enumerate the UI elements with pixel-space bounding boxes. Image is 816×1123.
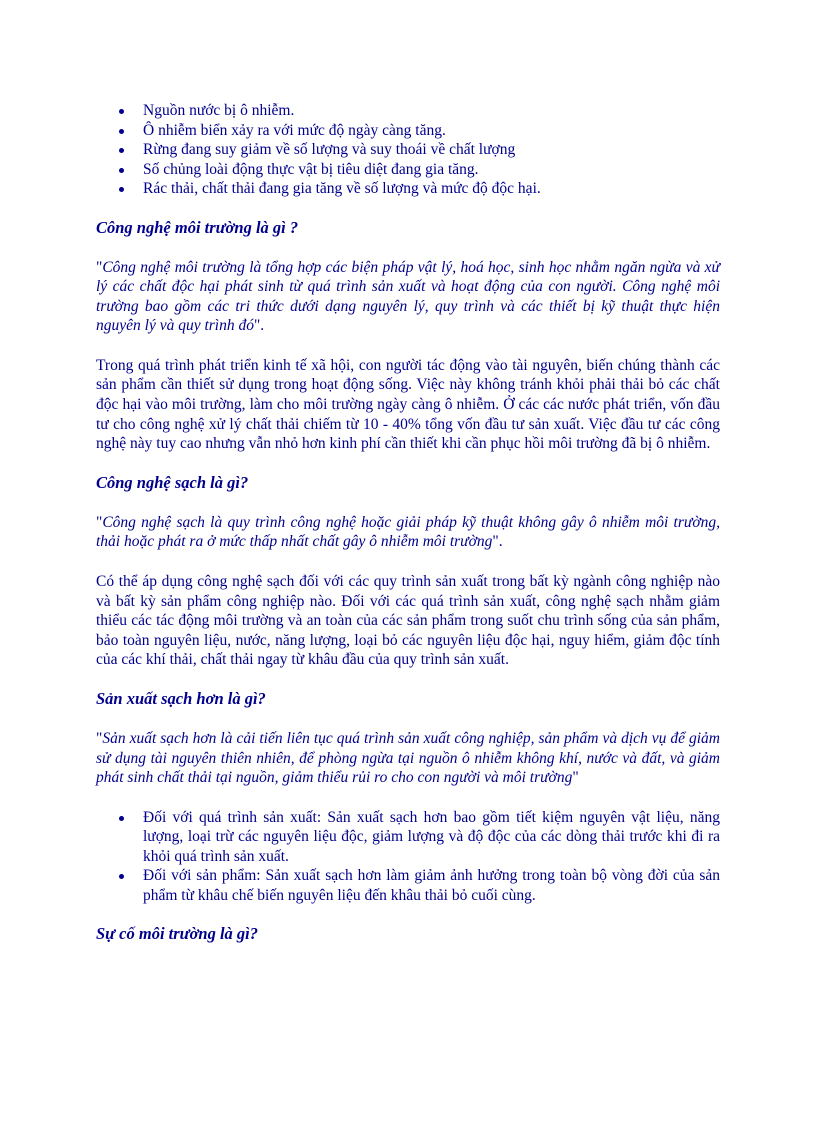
heading-environmental-technology: Công nghệ môi trường là gì ?	[96, 217, 299, 237]
pollution-list	[96, 101, 720, 199]
list-item: Đối với sản phẩm: Sản xuất sạch hơn làm giảm ảnh hưởng trong toàn bộ vòng đời của sản phẩm từ khâu chế biến nguyên liệu đến khâu thải bỏ cuối cùng.	[143, 867, 720, 904]
list-item: Rừng đang suy giảm về số lượng và suy thoái về chất lượng	[143, 140, 720, 160]
list-item: Đối với quá trình sản xuất: Sản xuất sạch hơn bao gồm tiết kiệm nguyên vật liệu, năng lượng, loại trừ các nguyên liệu độc, giảm lượng và độ độc của các dòng thải trước khi đi ra khỏi quá trình sản xuất.	[143, 808, 720, 865]
paragraph-clean-technology: Có thể áp dụng công nghệ sạch đối với các quy trình sản xuất trong bất kỳ ngành công nghiệp nào và bất kỳ sản phẩm công nghiệp nào. Đối với các quá trình sản xuất, công nghệ sạch nhằm giảm thiểu các tác động môi trường và an toàn của các sản phẩm trong suốt chu trình sống của sản phẩm, bảo toàn nguyên liệu, nước, năng lượng, loại bỏ các nguyên liệu độc hại, nguy hiểm, giảm độc tính của các khí thải, chất thải ngay từ khâu đầu của quy trình sản xuất.	[96, 573, 720, 669]
heading-clean-technology: Công nghệ sạch là gì?	[96, 472, 249, 492]
list-item: Số chủng loài động thực vật bị tiêu diệt đang gia tăng.	[143, 160, 720, 180]
document-page	[96, 101, 720, 944]
cleaner-production-list	[96, 808, 720, 906]
quote-cleaner-production: "Sản xuất sạch hơn là cải tiến liên tục quá trình sản xuất công nghiệp, sản phẩm và dịch vụ để giảm sử dụng tài nguyên thiên nhiên, để phòng ngừa tại nguồn ô nhiễm không khí, nước và đất, và giảm phát sinh chất thải tại nguồn, giảm thiểu rủi ro cho con người và môi trường"	[96, 730, 720, 787]
list-item: Rác thải, chất thải đang gia tăng về số lượng và mức độ độc hại.	[143, 179, 720, 199]
quote-clean-technology: "Công nghệ sạch là quy trình công nghệ hoặc giải pháp kỹ thuật không gây ô nhiễm môi trường, thải hoặc phát ra ở mức thấp nhất chất gây ô nhiễm môi trường".	[96, 513, 720, 551]
paragraph-environmental-technology: Trong quá trình phát triển kinh tế xã hội, con người tác động vào tài nguyên, biến chúng thành các sản phẩm cần thiết sử dụng trong hoạt động sống. Việc này không tránh khỏi phải thải bỏ các chất độc hại vào môi trường, làm cho môi trường ngày càng ô nhiễm. Ở các các nước phát triển, vốn đầu tư cho công nghệ xử lý chất thải chiếm từ 10 - 40% tổng vốn đầu tư sản xuất. Việc đầu tư các công nghệ này tuy cao nhưng vẫn nhỏ hơn kinh phí cần thiết khi cần phục hồi môi trường đã bị ô nhiễm.	[96, 356, 720, 453]
list-item: Nguồn nước bị ô nhiễm.	[143, 101, 720, 121]
quote-environmental-technology: "Công nghệ môi trường là tổng hợp các biện pháp vật lý, hoá học, sinh học nhằm ngăn ngừa và xử lý các chất độc hại phát sinh từ quá trình sản xuất và hoạt động của con người. Công nghệ môi trường bao gồm các tri thức dưới dạng nguyên lý, quy trình và các thiết bị kỹ thuật thực hiện nguyên lý và quy trình đó".	[96, 258, 720, 335]
heading-cleaner-production: Sản xuất sạch hơn là gì?	[96, 689, 266, 708]
list-item: Ô nhiễm biển xảy ra với mức độ ngày càng tăng.	[143, 121, 720, 141]
heading-environmental-incident: Sự cố môi trường là gì?	[96, 924, 259, 944]
